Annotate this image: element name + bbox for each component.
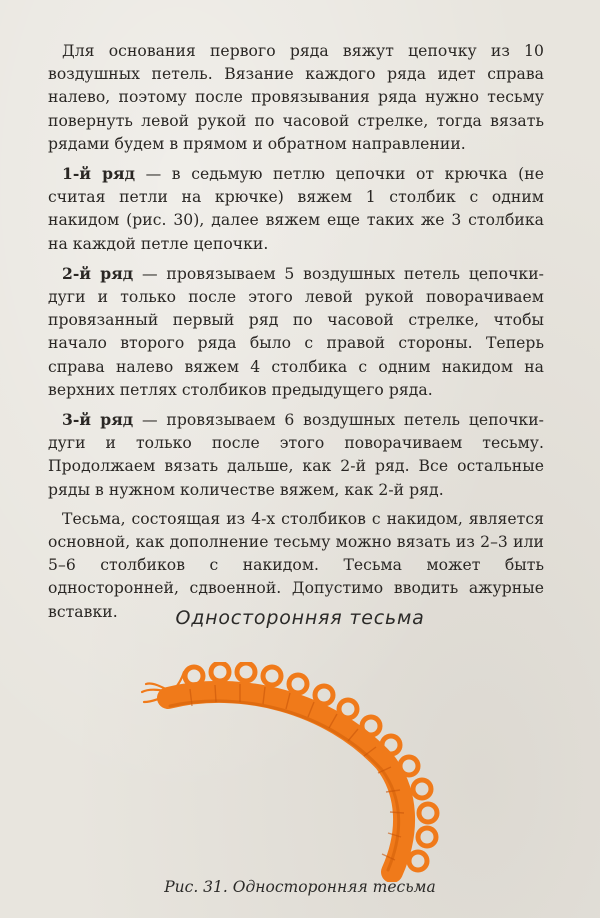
section-title: Односторонняя тесьма <box>175 607 425 629</box>
paragraph-row-1 <box>48 162 544 256</box>
paragraph-foundation: Для основания первого ряда вяжут цепочку из 10 воздушных петель. Вязание каждого ряда идет справа налево, поэтому после провязывания ряда нужно тесьму повернуть левой рукой по часовой стрелке, тогда вязать рядами будем в прямом и обратном направлении. <box>48 42 544 153</box>
body-text <box>48 40 544 630</box>
row-1-text: — в седьмую петлю цепочки от крючка (не считая петли на крючке) вяжем 1 столбик с одним накидом (рис. 30), далее вяжем еще таких же 3 столбика на каждой петле цепочки. <box>48 165 545 253</box>
paragraph-row-2 <box>48 262 544 402</box>
paragraph-row-3 <box>48 408 544 502</box>
row-3-text: — провязываем 6 воздушных петель цепочки-дуги и только после этого поворачиваем тесьму. Продолжаем вязать дальше, как 2-й ряд. Все остальные ряды в нужном количестве вяжем, как 2-й ряд. <box>48 411 544 499</box>
row-2-text: — провязываем 5 воздушных петель цепочки-дуги и только после этого левой рукой поворачиваем провязанный первый ряд по часовой стрелке, чтобы начало второго ряда было с правой стороны. Теперь справа налево вяжем 4 столбика с одним накидом на верхних петлях столбиков предыдущего ряда. <box>48 264 544 399</box>
figure-caption: Рис. 31. Односторонняя тесьма <box>164 878 436 896</box>
lace-braid-illustration <box>130 662 470 882</box>
row-3-label: 3-й ряд <box>62 410 134 430</box>
row-1-label: 1-й ряд <box>62 164 136 184</box>
row-2-label: 2-й ряд <box>62 263 134 283</box>
paragraph-variations: Тесьма, состоящая из 4-х столбиков с накидом, является основной, как дополнение тесьму можно вязать из 2–3 или 5–6 столбиков с накидом. Тесьма может быть односторонней, сдвоенной. Допустимо вводить ажурные вставки. <box>48 509 544 621</box>
